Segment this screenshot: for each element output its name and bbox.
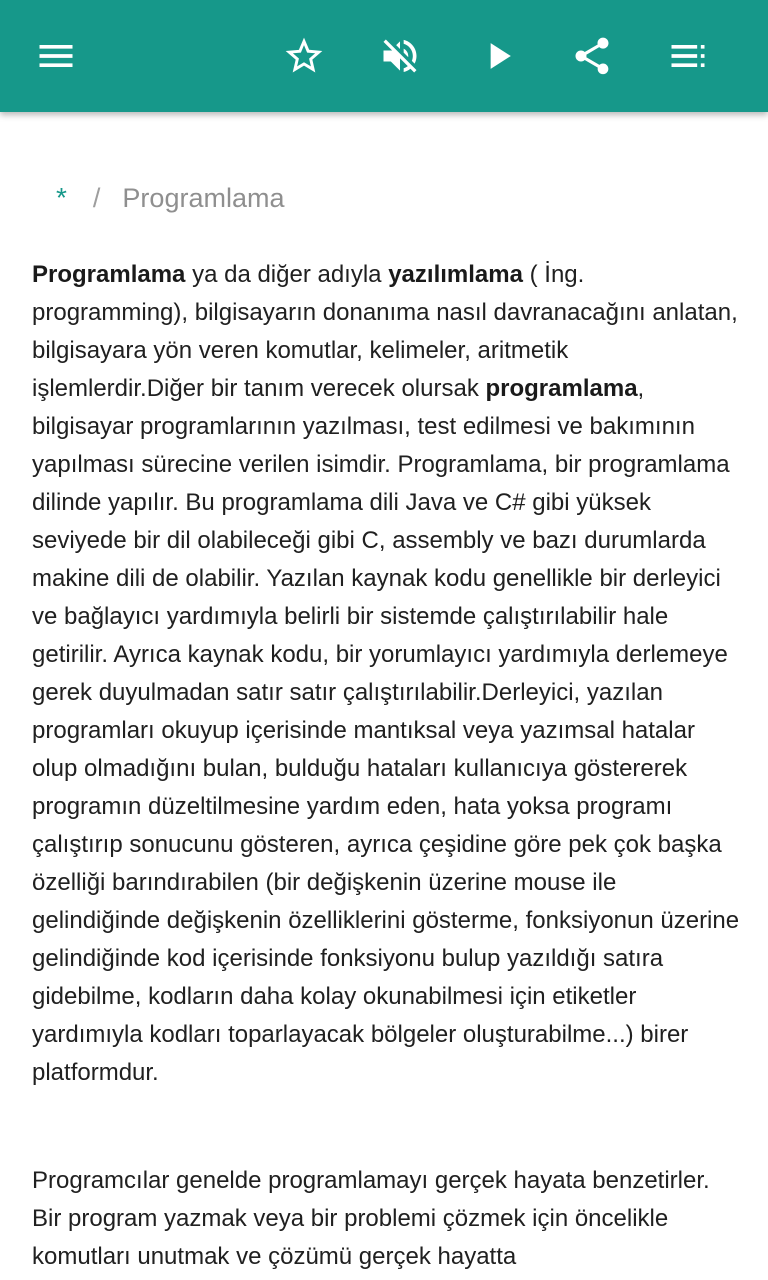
- breadcrumb-home-link[interactable]: *: [56, 182, 67, 213]
- share-button[interactable]: [564, 28, 620, 84]
- breadcrumb: [52, 178, 284, 218]
- contents-button[interactable]: [660, 28, 716, 84]
- menu-button[interactable]: [28, 28, 84, 84]
- play-button[interactable]: [470, 28, 526, 84]
- paragraph-text: ya da diğer adıyla: [185, 261, 389, 288]
- term-programlama: Programlama: [32, 261, 186, 288]
- paragraph-text: ( İng. programming), bilgisayarın donanıma nasıl davranacağını anlatan, bilgisayara yön veren komutlar, kelimeler, aritmetik işlemlerdir.Diğer bir tanım verecek olursak: [32, 261, 738, 402]
- play-icon: [476, 34, 520, 78]
- mute-button[interactable]: [372, 28, 428, 84]
- article-paragraph-2: Programcılar genelde programlamayı gerçek hayata benzetirler. Bir program yazmak veya bir problemi çözmek için öncelikle komutları unutmak ve çözümü gerçek hayatta: [32, 1167, 710, 1270]
- star-outline-icon: [282, 34, 326, 78]
- playlist-icon: [666, 34, 710, 78]
- breadcrumb-current: Programlama: [122, 182, 285, 213]
- article-content[interactable]: [0, 112, 768, 1280]
- app-toolbar: [0, 0, 768, 112]
- menu-icon: [34, 34, 78, 78]
- paragraph-text: , bilgisayar programlarının yazılması, test edilmesi ve bakımının yapılması sürecine verilen isimdir. Programlama, bir programlama dilinde yapılır. Bu programlama dili Java ve C# gibi yüksek seviyede bir dil olabileceği gibi C, assembly ve bazı durumlarda makine dili de olabilir. Yazılan kaynak kodu genellikle bir derleyici ve bağlayıcı yardımıyla belirli bir sistemde çalıştırılabilir hale getirilir. Ayrıca kaynak kodu, bir yorumlayıcı yardımıyla derlemeye gerek duyulmadan satır satır çalıştırılabilir.Derleyici, yazılan programları okuyup içerisinde mantıksal veya yazımsal hatalar olup olmadığını bulan, bulduğu hataları kullanıcıya göstererek programın düzeltilmesine yardım eden, hata yoksa programı çalıştırıp sonucunu gösteren, ayrıca çeşidine göre pek çok başka özelliği barındırabilen (bir değişkenin üzerine mouse ile gelindiğinde değişkenin özelliklerini gösterme, fonksiyonun üzerine gelindiğinde kod içerisinde fonksiyonu bulup yazıldığı satıra gidebilme, kodların daha kolay okunabilmesi için etiketler yardımıyla kodları toparlayacak bölgeler oluşturabilme...) birer platformdur.: [32, 375, 740, 1086]
- term-yazilimlama: yazılımlama: [388, 261, 523, 288]
- article-paragraph-1: [32, 256, 740, 1092]
- breadcrumb-separator: /: [92, 182, 101, 213]
- volume-off-icon: [378, 34, 422, 78]
- share-icon: [570, 34, 614, 78]
- term-programlama: programlama: [485, 375, 638, 402]
- favorite-button[interactable]: [276, 28, 332, 84]
